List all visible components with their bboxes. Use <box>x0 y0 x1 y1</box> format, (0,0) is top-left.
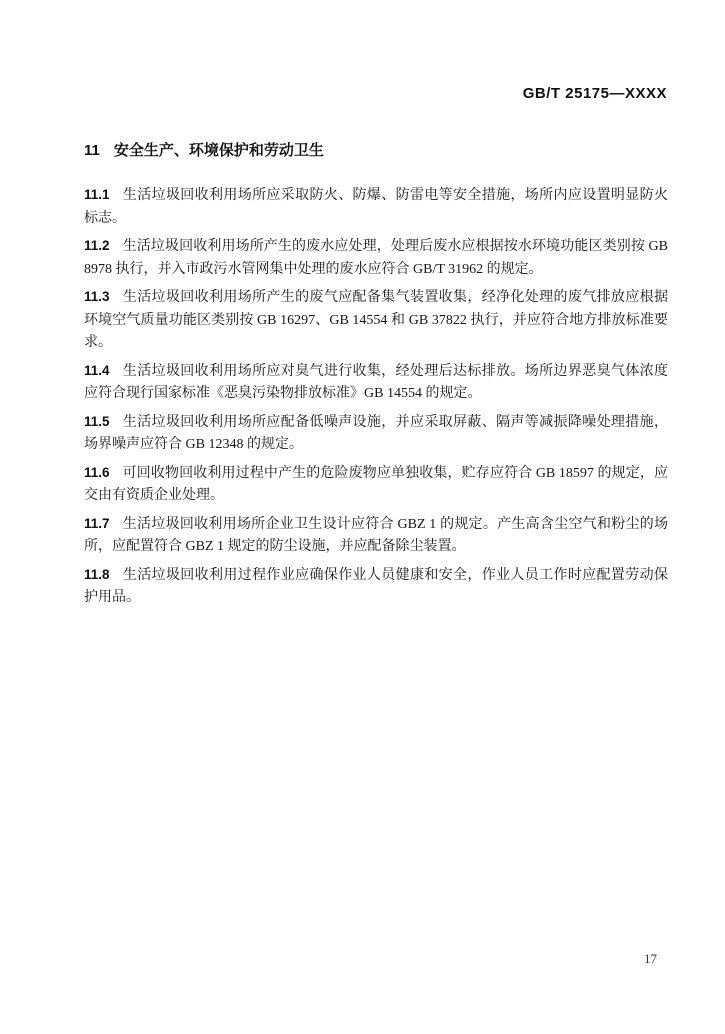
section-number: 11 <box>84 142 100 159</box>
clause-number: 11.8 <box>84 566 110 582</box>
clause-list <box>84 184 668 615</box>
clause-text: 可回收物回收利用过程中产生的危险废物应单独收集，贮存应符合 GB 18597 的规定，应交由有资质企业处理。 <box>84 465 668 503</box>
clause-paragraph <box>84 564 668 610</box>
clause-number: 11.7 <box>84 515 110 531</box>
clause-text: 生活垃圾回收利用场所应对臭气进行收集，经处理后达标排放。场所边界恶臭气体浓度应符合现行国家标准《恶臭污染物排放标准》GB 14554 的规定。 <box>84 363 668 401</box>
clause-text: 生活垃圾回收利用场所产生的废气应配备集气装置收集，经净化处理的废气排放应根据环境空气质量功能区类别按 GB 16297、GB 14554 和 GB 37822 执行，并应符合地方排放标准要求。 <box>84 290 668 350</box>
clause-paragraph <box>84 286 668 355</box>
clause-number: 11.6 <box>84 464 110 480</box>
clause-number: 11.2 <box>84 238 110 253</box>
page-number: 17 <box>644 951 657 966</box>
standard-number: GB/T 25175—XXXX <box>522 85 667 102</box>
section-title: 安全生产、环境保护和劳动卫生 <box>113 142 324 159</box>
clause-text: 生活垃圾回收利用场所应配备低噪声设施，并应采取屏蔽、隔声等减振降噪处理措施，场界噪声应符合 GB 12348 的规定。 <box>84 414 668 452</box>
clause-paragraph <box>84 513 668 559</box>
clause-number: 11.3 <box>84 289 110 304</box>
clause-paragraph <box>84 235 668 281</box>
clause-text: 生活垃圾回收利用场所企业卫生设计应符合 GBZ 1 的规定。产生高含尘空气和粉尘的场所，应配置符合 GBZ 1 规定的防尘设施，并应配备除尘装置。 <box>84 516 668 554</box>
clause-text: 生活垃圾回收利用场所产生的废水应处理，处理后废水应根据按水环境功能区类别按 GB 8978 执行，并入市政污水管网集中处理的废水应符合 GB/T 31962 的规定。 <box>84 239 668 277</box>
clause-paragraph <box>84 462 668 508</box>
clause-text: 生活垃圾回收利用过程作业应确保作业人员健康和安全，作业人员工作时应配置劳动保护用品。 <box>84 567 668 605</box>
page-header <box>84 85 667 102</box>
clause-number: 11.5 <box>84 413 110 429</box>
section-heading <box>84 142 668 160</box>
clause-paragraph <box>84 360 668 406</box>
clause-paragraph <box>84 411 668 457</box>
clause-text: 生活垃圾回收利用场所应采取防火、防爆、防雷电等安全措施，场所内应设置明显防火标志。 <box>84 188 668 226</box>
page-footer <box>644 951 657 967</box>
clause-number: 11.1 <box>84 187 110 202</box>
clause-number: 11.4 <box>84 362 110 378</box>
clause-paragraph <box>84 184 668 230</box>
